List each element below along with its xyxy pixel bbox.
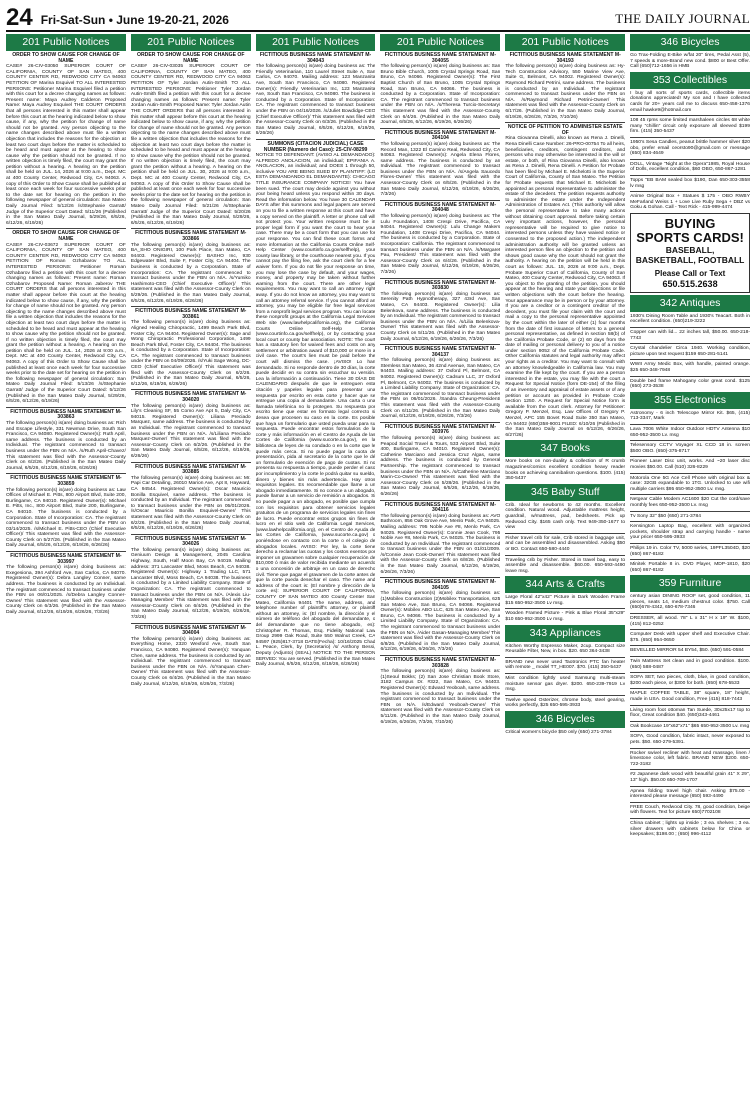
listing-title: FICTITIOUS BUSINESS NAME STATEMENT M-304137 bbox=[384, 346, 497, 358]
divider bbox=[505, 695, 625, 696]
newspaper-name: THE DAILY JOURNAL bbox=[615, 11, 750, 26]
listing-item: Motorola One 5G Ace Cell Phone with original box & case: 32GB expandable to 1TG. Unlocked to use wifi multiple carriers $95 650-952-3500 Lv. msg. bbox=[630, 475, 750, 492]
listing-item: Minitek Portable 8 in. DVD Player, MDP-1810, $20 (650) 867-8182 bbox=[630, 562, 750, 573]
listing-title: FICTITIOUS BUSINESS NAME STATEMENT M-303863 bbox=[10, 408, 122, 421]
section-header-appliances: 343 Appliances bbox=[505, 625, 625, 642]
listing-item: WWII Army Medic Box, with handle, painted orange. $25 650-348-7948 bbox=[630, 362, 750, 374]
column-5 bbox=[505, 34, 625, 1112]
ad-line: SPORTS CARDS! bbox=[636, 229, 744, 245]
divider bbox=[131, 389, 251, 390]
section-header-bicycles: 346 Bicycles bbox=[630, 34, 750, 51]
section-header-public-notices: 201 Public Notices bbox=[256, 34, 376, 51]
listing-body: The following person(s) is(are) doing business as: AVO Bathroom, 856 Oak Grove Ave, Menlo Park, CA 94025. Mailing address: 795 Noble Ave #8, Menlo Park, CA 94025. Registered Owner(s): Connie Jean Cook, 795 Noble Ave #8, Menlo Park, CA 94025. The business is conducted by an Individual. The registrant commenced to transact business under the FBN on 01/01/2009. /s/Connie Jean Cook-Owner/ This statement was filed with the Assessor-County Clerk on 6/8/26. (Published in the San Mateo Daily Journal, 6/12/26, 6/19/26, 6/26/26, 7/3/26) bbox=[380, 513, 501, 575]
columns bbox=[6, 34, 750, 1112]
divider bbox=[630, 376, 750, 377]
divider bbox=[630, 521, 750, 522]
listing-item bbox=[256, 53, 376, 137]
listing-title: FICTITIOUS BUSINESS NAME STATEMENT M-303830 bbox=[384, 279, 497, 292]
section-header-public-notices: 201 Public Notices bbox=[505, 34, 625, 51]
listing-item: Rocker swivel recliner with heat and massage, linen / limestone color, left fabric. BRAND NEW $200. 650-722-3182 bbox=[630, 750, 750, 767]
divider bbox=[6, 551, 126, 552]
classified-list bbox=[505, 595, 625, 622]
classified-list bbox=[630, 314, 750, 390]
divider bbox=[256, 139, 376, 140]
divider bbox=[630, 424, 750, 425]
listing-title: FICTITIOUS BUSINESS NAME STATEMENT M-304105 bbox=[384, 579, 497, 591]
divider bbox=[630, 543, 750, 544]
divider bbox=[630, 137, 750, 138]
listing-item bbox=[380, 131, 500, 198]
divider bbox=[380, 577, 500, 578]
listing-item bbox=[131, 231, 251, 304]
divider bbox=[131, 462, 251, 463]
listing-body: The following person(s) is(are) doing business as: (1)Mobilex Construction (2)Mobilex Transportation, 625 San Mateo Ave, San Bruno, CA 94066. Registered Owner(s): Mobilex ABO LLC, 625 San Mateo Ave, San Bruno, CA 94066. The business is conducted by a Limited Liability Company. State of Organization: CA. The registrant commenced to transact business under the FBN on N/A. /Aider Gasan-Managing Member/ This statement was filed with the Assessor-County Clerk on 6/8/26. (Published in the San Mateo Daily Journal, 6/12/26, 6/19/26, 6/26/26, 7/3/26) bbox=[380, 591, 501, 653]
section-header-books: 347 Books bbox=[505, 440, 625, 457]
listing-body: The following person(s) is(are) doing business as: (1)Seoul Bokks; (2) San Jose Christian Book Store, 3182 Campus Dr. #322, San Mateo, CA 94403. Registered Owner(s): Edward Yeoboah, same address. The business is conducted by an Individual. The registrant commenced to transact business under the FBN on N/A. /s/Edward Yeoboah-Owner/ This statement was filed with the Assessor-County Clerk on 5/11/26. (Published in the San Mateo Daily Journal, 6/19/26, 6/26/26, 7/3/26, 7/10/26) bbox=[380, 669, 501, 725]
listing-item: Apnea folding travel high chair. Asking $75.00 - interested please message (650) 593-4490 bbox=[630, 788, 750, 800]
listing-body: The following person(s) is(are) doing business as: Geniuum Design & Management, 2045 Carolina Highway, South, Half Moon Bay, CA 94019. Mailing address: 371 Lancaster Blvd, Moss Beach, CA 94038. Registered Owner(s): Highway 1 Trading LLC, 571 Lancaster Blvd, Moss Beach, CA 94038. The business is conducted by a Limited Liability Company. State of Organization: CA. The registrant commenced to transact business under the FBN on N/A. /Alexis Liu-Managing Member/ This statement was filed with the Assessor-County Clerk on 6/4/26. (Published in the San Mateo Daily Journal, 6/12/26, 6/19/26, 6/26/26, 7/3/26) bbox=[130, 547, 251, 620]
page-number: 24 bbox=[6, 4, 33, 31]
divider bbox=[630, 175, 750, 176]
divider bbox=[131, 534, 251, 535]
listing-item bbox=[6, 53, 126, 226]
listing-body: The following person(s) is(are) doing business as: The Record Man, 1322 El Camino Real, Redwood City, CA 94063. Registered Owner(s): Angela Elena Flores, same address. The business is conducted by an Individual. The registrant commenced to transact business under the FBN on N/A. /s/Angela Saucedo Flores-Owner/ This statement was filed with the Assessor-County Clerk on 6/5/26. (Published in the San Mateo Daily Journal, 6/12/26, 6/19/26, 6/26/26, 7/3/26) bbox=[380, 141, 501, 198]
divider bbox=[505, 608, 625, 609]
listing-title: FICTITIOUS BUSINESS NAME STATEMENT M-303885 bbox=[135, 463, 247, 476]
divider bbox=[380, 200, 500, 201]
column-2 bbox=[131, 34, 251, 1112]
listing-title: SUMMONS (CITACION JUDICIAL) CASE NUMBER (Numero del Caso): 25-CIV-08299 bbox=[263, 140, 368, 153]
listing-item: century asian DINING ROOF set, good condition, 11 pieces, seats 14, medium chestnut color. $750. Call (650)678-4342, 650-678-7346 bbox=[630, 594, 750, 611]
listing-body: The following person(s) is(are) doing business as: Serenity Path Hypnotherapy, 327 43rd Ave, San Mateo, CA 94403. Registered Owner(s): Lilia Belenkova, same address. The business is conducted by an Individual. The registrant commenced to transact business under the FBN on N/A. /s/Lilia Belenkova-Owner/ This statement was filed with the Assessor-County Clerk on 5/11/26. (Published in the San Mateo Daily Journal, 6/12/26, 6/19/26, 6/26/26, 7/3/26) bbox=[380, 291, 501, 342]
masthead bbox=[6, 4, 750, 32]
divider bbox=[380, 344, 500, 345]
section-header-arts-crafts: 344 Arts & Crafts bbox=[505, 576, 625, 593]
section-header-electronics: 355 Electronics bbox=[630, 392, 750, 409]
listing-item: FREE Couch, Redwood City. 78, good condition, beige with flowers. Text for picture 650)7702108 bbox=[630, 804, 750, 816]
divider bbox=[630, 456, 750, 457]
listing-title: FICTITIOUS BUSINESS NAME STATEMENT M-303828 bbox=[384, 656, 497, 669]
divider bbox=[380, 422, 500, 423]
divider bbox=[630, 494, 750, 495]
listing-item: SOFA SET, two pieces, cloth, blue, in good condition, $200 each piece, or $300 for both. (650) 678-5533 bbox=[630, 675, 750, 686]
listing-body: The following person(s) is(are) doing business as: San Bruno Bible Church, 1005 Crystal Springs Road, San Bruno, CA 94066. Registered Owner(s): The First Baptist Church of San Bruno, 1005 Crystal Springs Road, San Bruno, CA 94066. The business is conducted by a Corporation. State of Incorporation: CA. The registrant commenced to transact business under the FBN on N/A. /s/Theresa Turcio-Secretary/ This statement was filed with the Assessor-County Clerk on 6/4/26. (Published in the San Mateo Daily Journal, 6/5/26, 6/12/26, 6/19/26, 6/26/26) bbox=[380, 64, 501, 126]
divider bbox=[505, 533, 625, 534]
listing-title: FICTITIOUS BUSINESS NAME STATEMENT M-304004 bbox=[135, 624, 247, 637]
listing-item: Astronomy - 6 inch Telescope Mirror Kit. $65, (415) 713-3347, Mark bbox=[630, 410, 750, 422]
listing-item: MAPLE COFFEE TABLE, 38" square, 18" height, made in USA. Good condition, Free (415) 818-7443 bbox=[630, 691, 750, 702]
section-header-collectibles: 353 Collectibles bbox=[630, 72, 750, 89]
listing-body: The following person(s) is(are) doing business as: Rich and Escape Lifestyle, 331 Newman Drive, South San Francisco, CA 94080. Registered Owner(s): Ruth April, same address. The business is conducted by an Individual. The registrant commenced to transact business under the FBN on N/A. /s/Ruth April-Chavez/ This statement was filed with the Assessor-County Clerk on 6/2/26. (Published in the San Mateo Daily Journal, 6/5/26, 6/12/26, 6/19/26, 6/26/26) bbox=[6, 421, 126, 471]
column-1 bbox=[6, 34, 126, 1112]
classified-list bbox=[505, 644, 625, 709]
listing-item bbox=[505, 53, 625, 120]
notices-list bbox=[256, 53, 376, 668]
listing-item: SOFA, Good condition, fabric intact, never exposed to pets. $50. 650-279-5391. bbox=[630, 734, 750, 745]
section-header-public-notices: 201 Public Notices bbox=[380, 34, 500, 51]
section-header-public-notices: 201 Public Notices bbox=[6, 34, 126, 51]
ad-line: BUYING bbox=[664, 215, 716, 231]
listing-item: Anime Original Box + Statues $ 175 - OBO RWBY MeFarland Weiss 1 + Love Live Ruby Sega + DBZ vs Goku & Gohan. Call - Text Rick - 415-999-4474 bbox=[630, 194, 750, 211]
notices-list bbox=[131, 53, 251, 687]
listing-body: The following person(s) is(are) doing business as: Mr. Papi Car Detailing, 26010 Marion Ave, Apt 8, Hayward, CA 94544. Registered Owner(s): Oscar Mauricio Bonilla Esquivel, same address. The business is conducted by an Individual. The registrant commenced to transact business under the FBN on 05/01/2026. /s/Oscar Mauricio Bonilla Esquivel-Owner/ This statement was filed with the Assessor-County Clerk on 6/2/26. (Published in the San Mateo Daily Journal, 6/5/26, 6/12/26, 6/19/26, 6/26/26) bbox=[130, 475, 251, 532]
ad-line: BASEBALL, bbox=[665, 244, 715, 255]
listing-title: FICTITIOUS BUSINESS NAME STATEMENT M-304104 bbox=[384, 129, 497, 142]
divider bbox=[630, 688, 750, 689]
listing-body: The following person(s) is(are) doing business as: Aligned Healing Chiropractic, 1499 Beach Park Blvd, Foster City, CA 94404. Registered Owner(s): Sage and Wong Chiropractic Professional Corporation, 1499 Beach Park Blvd, Foster City, CA 94404. The business is conducted by a Corporation. State of Incorporation: CA. The registrant commenced to transact business under the FBN on 04/09/2026. /s/Yuki Sage Wong, DC-CEO (Chief Executive Officer)/ This statement was filed with the Assessor-County Clerk on 6/2/26. (Published in the San Mateo Daily Journal, 6/5/26, 6/12/26, 6/19/26, 6/26/26) bbox=[130, 320, 251, 387]
listing-item: BRAND new never used Taotronics PTC fan heater with remote _ model TT_HE007. $70. (415) 350-5437 bbox=[505, 659, 626, 671]
divider bbox=[630, 327, 750, 328]
divider bbox=[505, 122, 625, 123]
classified-list bbox=[505, 503, 625, 575]
divider bbox=[630, 731, 750, 732]
divider bbox=[630, 613, 750, 614]
listing-item bbox=[6, 410, 126, 472]
listing-item: 1930's Dining Room Table and 1930's Teacart. Both in excellent condition. (650)219-3222 bbox=[630, 313, 750, 325]
listing-item: Mint condition lightly used Samsung multi-steam moisture sensor gas dryer. $200. 650-239-7919 Lv msg. bbox=[505, 676, 626, 693]
divider bbox=[380, 278, 500, 279]
listing-body: NOTICE TO DEFENDANT: (AVISO AL DEMANDADO): ALFREDO ANOLACION, an individual; EPIFANIA A. ANOLACION, an individual; and DOES 1 through 50, inclusive YOU ARE BEING SUED BY PLAINTIFF: (LO ESTA DEMANDANDO EL DEMANDANTE): CHICAGO TITLE INSURANCE COMPANY NOTICE! You have been sued. The court may decide against you without your being heard unless you respond within 30 days. Read the information below. You have 30 CALENDAR DAYS after this summons and legal papers are served on you to file a written response at this court and have a copy served on the plaintiff. A letter or phone call will not protect you. Your written response must be in proper legal form if you want the court to hear your case. There may be a court form that you can use for your response. You can find these court forms and more information at the California Courts Online Self-Help Center (www.courtinfo.ca.gov/selfhelp), your county law library, or the courthouse nearest you. If you cannot pay the filing fee, ask the court clerk for a fee waiver form. If you do not file your response on time, you may lose the case by default, and your wages, money, and property may be taken without further warning from the court. There are other legal requirements. You may want to call an attorney right away. If you do not know an attorney, you may want to call an attorney referral service. If you cannot afford an attorney, you may be eligible for free legal services from a nonprofit legal services program. You can locate these nonprofit groups at the California Legal Services Web site (www.lawhelpcalifornia.org), the California Courts Online Self-Help Center (www.courtinfo.ca.gov/selfhelp), or by contacting your local court or county bar association. NOTE: The court has a statutory lien for waived fees and costs on any settlement or arbitration award of $10,000 or more in a civil case. The court's lien must be paid before the court will dismiss the case. ¡AVISO! Lo han demandado. Si no responde dentro de 30 días, la corte puede decidir en su contra sin escuchar su versión. Lea la información a continuación. Tiene 30 DÍAS DE CALENDARIO después de que le entreguen esta citación y papeles legales para presentar una respuesta por escrito en esta corte y hacer que se entregue una copia al demandante. Una carta o una llamada telefónica no lo protegen. Su respuesta por escrito tiene que estar en formato legal correcto si desea que procesen su caso en la corte. Es posible que haya un formulario que usted pueda usar para su respuesta. Puede encontrar estos formularios de la corte y más información en el Centro de Ayuda de las Cortes de California (www.sucorte.ca.gov), en la biblioteca de leyes de su condado o en la corte que le quede más cerca. Si no puede pagar la cuota de presentación, pida al secretario de la corte que le dé un formulario de exención de pago de cuotas. Si no presenta su respuesta a tiempo, puede perder el caso por incumplimiento y la corte le podrá quitar su sueldo, dinero y bienes sin más advertencia. Hay otros requisitos legales. Es recomendable que llame a un abogado inmediatamente. Si no conoce a un abogado, puede llamar a un servicio de remisión a abogados. Si no puede pagar a un abogado, es posible que cumpla con los requisitos para obtener servicios legales gratuitos de un programa de servicios legales sin fines de lucro. Puede encontrar estos grupos sin fines de lucro en el sitio web de California Legal Services, (www.lawhelpcalifornia.org), en el Centro de Ayuda de las Cortes de California, (www.sucorte.ca.gov) o poniéndose en contacto con la corte o el colegio de abogados locales. AVISO: Por ley, la corte tiene derecho a reclamar las cuotas y los costos exentos por imponer un gravamen sobre cualquier recuperación de $10,000 ó más de valor recibida mediante un acuerdo o una concesión de arbitraje en un caso de derecho civil. Tiene que pagar el gravamen de la corte antes de que la corte pueda desechar el caso. The name and address of the court is: (El nombre y dirección de la corte es): SUPERIOR COURT OF CALIFORNIA, COUNTY OF SAN MATEO 400 County Center San Mateo, California 94401 The name, address, and telephone number of plaintiff's attorney, or plaintiff without an attorney, is: (El nombre, la dirección y el número de teléfono del abogado del demandante, o del demandante que no tiene abogado, es): Christopher R. Thomas, Esq. Fidelity National Law Group 2999 Oak Road, Suite 550 Walnut Creek, CA 94597 (925)817-3718 DATE(Fecha): 10/16/2025 Chad L. Peace, Clerk, by (Secretario) /s/ Anthony Bessi, Deputy (Adjunto) (SEAL) NOTICE TO THE PERSON SERVED: You are served. (Published in the San Mateo Daily Journal, 6/5/26, 6/12/26, 6/19/26, 6/26/26) bbox=[255, 153, 376, 668]
listing-item: Living room foot ottoman Tan Suede, 30x25x17 top to floor, Great condition $40. (650)343-4461 bbox=[630, 707, 750, 719]
listing-item: Kitchen Worthy Espresso Maker, 2cup. Compact size Reusable Filter, New, in box. $20. 650 364-3438 bbox=[505, 643, 626, 655]
divider bbox=[630, 645, 750, 646]
listing-title: ORDER TO SHOW CAUSE FOR CHANGE OF NAME bbox=[12, 230, 120, 242]
ad-line: Please Call or Text bbox=[654, 268, 726, 278]
section-header-bicycles: 346 Bicycles bbox=[505, 711, 625, 728]
listing-item: Fisher travel crib for sale, Crib stored in baggage unit, and can be assembled and disassembled. Asking $50 or BO. Contact 650-580-4440 bbox=[505, 535, 626, 552]
classified-list bbox=[630, 53, 750, 70]
divider bbox=[630, 511, 750, 512]
listing-item: Traveling crib by Fisher. Stored in travel bag, easy to assemble and disassemble. $60.00. 650-593-4490 leave msg. bbox=[505, 557, 626, 574]
classified-list bbox=[630, 411, 750, 573]
classified-list bbox=[505, 730, 625, 736]
listing-item bbox=[380, 53, 500, 126]
notices-list bbox=[6, 53, 126, 616]
listing-body: The following person(s) is(are) doing business as: Hy-Tech Construction Advisory, 550 Marine View Ave, Suite G, Belmont, CA 94002. Registered Owner(s): Raymond Richard Petrini, same address. The business is conducted by an Individual. The registrant commenced to transact business under the FBN on N/A. /s/Raymond Richard Petrini-Owner/ This statement was filed with the Assessor-County Clerk on 6/17/26. (Published in the San Mateo Daily Journal, 6/19/26, 6/26/26, 7/3/26, 7/10/26) bbox=[505, 64, 626, 120]
divider bbox=[131, 306, 251, 307]
listing-title: FICTITIOUS BUSINESS NAME STATEMENT M-304055 bbox=[384, 52, 497, 64]
classified-list bbox=[630, 594, 750, 837]
issue-date: Fri-Sat-Sun • June 19-20-21, 2026 bbox=[40, 13, 229, 27]
listing-body: The following person(s) is(are) doing business as: Stemless San Mateo, 36 42nd Avenue, San Mateo, CA 94403. Mailing address: 37 Oxford Pl, Belmont, CA 94002. Registered Owner(s): Cadsum LLC, 37 Oxford Pl, Belmont, CA 94002. The business is conducted by a Limited Liability Company. State of Organization: CA. The registrant commenced to transact business under the FBN on 06/01/2026. /Sandra Cheung-President/ This statement was filed with the Assessor-County Clerk on 6/11/26. (Published in the San Mateo Daily Journal, 6/12/26, 6/19/26, 6/26/26, 7/3/26) bbox=[380, 358, 501, 420]
listing-item: More books on non-duality & collection of R crumb magazines/comics excellent condition heavy reader books on achieving cannibalism questions. $100. (415) 350-5437 bbox=[505, 459, 626, 482]
listing-item: Computer Desk with upper shelf and Executive Chair. $75. (650) 954-0650 bbox=[630, 632, 750, 643]
section-header-public-notices: 201 Public Notices bbox=[131, 34, 251, 51]
divider bbox=[630, 191, 750, 192]
listing-item: China cabinet ; lights up inside ; 3 ea. shelves ; 3 ea. silver drawers with cabinets below for China or keepsakes; $198.00 ; (650) 996-4112 bbox=[630, 820, 750, 838]
listing-title: FICTITIOUS BUSINESS NAME STATEMENT M-303866 bbox=[135, 230, 247, 242]
section-header-baby-stuff: 345 Baby Stuff bbox=[505, 484, 625, 501]
listing-item: Large Floral 42"x42" Picture in Dark Wooden Frame $15 650-952-3500 Lv msg. bbox=[505, 595, 626, 606]
listing-item: Kensington Laptop Bag, excellent with organized pockets, shoulder strap and carrying handle - name your price! 650-595-3933 bbox=[630, 524, 750, 541]
divider bbox=[505, 657, 625, 658]
listing-item: Telesensory CCTV Voyager XL CCD 18 in. screen $500 OBO. (650)-375-8717 bbox=[630, 443, 750, 454]
divider bbox=[505, 555, 625, 556]
divider bbox=[630, 440, 750, 441]
classified-list bbox=[630, 91, 750, 211]
listing-item: Lava 7006 White Indoor Outdoor HDTV Antenna $10 650-952-3500 Lv. msg bbox=[630, 427, 750, 438]
sports-cards-ad bbox=[630, 213, 750, 293]
listing-title: FICTITIOUS BUSINESS NAME STATEMENT M-304048 bbox=[384, 201, 497, 214]
listing-item bbox=[131, 392, 251, 459]
listing-item bbox=[380, 503, 500, 576]
listing-item bbox=[6, 554, 126, 616]
listing-item bbox=[380, 658, 500, 725]
listing-item: Twelve speed Osterizer, chrome body, steel gearing, works perfectly, $25 650-595-3933 bbox=[505, 697, 626, 709]
listing-item bbox=[256, 142, 376, 668]
divider bbox=[630, 786, 750, 787]
listing-body: The following person(s) is(are) doing business as: Lily's Cleaning SF, 55 Como Ave Apt 5, Daly City, CA 94015. Registered Owner(s): Liliana Preciado Marquez, same address. The business is conducted by an Individual. The registrant commenced to transact business under the FBN on N/A. /s/Liliana Preciado Marquez-Owner/ This statement was filed with the Assessor-County Clerk on 6/2/26. (Published in the San Mateo Daily Journal, 6/5/26, 6/12/26, 6/19/26, 6/26/26) bbox=[130, 403, 251, 459]
listing-item bbox=[505, 125, 625, 438]
listing-item: Wooden Framed Picture - Pink & Blue Floral 35"x29" $10 650-952-3500 Lv msg. bbox=[505, 611, 626, 623]
listing-title: FICTITIOUS BUSINESS NAME STATEMENT M-303859 bbox=[10, 475, 122, 487]
listing-title: ORDER TO SHOW CAUSE FOR CHANGE OF NAME bbox=[12, 52, 120, 64]
divider bbox=[630, 559, 750, 560]
listing-item bbox=[131, 53, 251, 226]
divider bbox=[505, 673, 625, 674]
listing-item: DRESSER, all wood. 78" L x 31" H x 19" W. $100, (415) 812-0252 bbox=[630, 616, 750, 627]
listing-body: The following person(s) is(are) doing business as: The Lulu Foundation, 1408 Crespi Drive, Pacifica, CA 94044. Registered Owner(s): Lulu Change Makers Foundation, 1408 Crespi Drive, Pacifica, CA 94044. The business is conducted by a Corporation. State of Incorporation: California. The registrant commenced to transact business under the FBN on N/A. /s/Margaret Pau, President/ This statement was filed with the Assessor-County Clerk on 6/4/26. (Published in the San Mateo Daily Journal, 6/12/26, 6/19/26, 6/26/26, 7/3/26) bbox=[380, 214, 501, 275]
listing-body: Rina Giovanna Dinelli, also known as Rena J. Dinelli, Rena Dinelli Case Number: 26-PRO-00754 To all heirs, beneficiaries, creditors, contingent creditors, and persons who may otherwise be interested in the will or estate, or both, of Rina Giovanna Dinelli, also known as Rena J. Dinelli, Rena Dinelli. A Petition for Probate has been filed by Michael E. Michelotti in the Superior Court of California, County of San Mateo. The Petition for Probate requests that Michael E. Michelotti be appointed as personal representative to administer the estate of the decedent. The petition requests authority to administer the estate under the Independent Administration of Estates Act. (This authority will allow the personal representative to take many actions without obtaining court approval. Before taking certain very important actions, however, the personal representative will be required to give notice to interested persons unless they have waived notice or consented to the proposed action.) The independent administration authority will be granted unless an interested person files an objection to the petition and shows good cause why the court should not grant the authority. A hearing on the petition will be held in this court as follows: JUL. 15, 2026 at 9:00 a.m., Dept. Probate Superior Court of California, County of San Mateo, 400 County Center, Redwood City, CA 94063. If you object to the granting of the petition, you should appear at the hearing and state your objections or file written objections with the court before the hearing. Your appearance may be in person or by your attorney. If you are a creditor or a contingent creditor of the decedent, you must file your claim with the court and mail a copy to the personal representative appointed by the court within the later of either (1) four months from the date of first issuance of letters to a general personal representative, as defined in section 58(b) of the California Probate Code, or (2) 60 days from the date of mailing or personal delivery to you of a notice under section 9052 of the California Probate Code. Other California statutes and legal authority may affect your rights as a creditor. You may want to consult with an attorney knowledgeable in California law. You may examine the file kept by the court. If you are a person interested in the estate, you may file with the court a Request for Special Notice (form DE-154) of the filing of an inventory and appraisal of estate assets or of any petition or account as provided in Probate Code section 1250. A Request for Special Notice form is available from the court clerk. Attorney for Petitioner: Gregory P. Menzel, Esq. Law Offices of Gregory P. Menzel, APC 155 Bovet Road Suite 350 San Mateo, CA 94402 (650)358-9001 FILED: 6/10/26 (Published in the San Mateo Daily Journal on 6/12/26, 6/26/26, 6/27/26) bbox=[505, 136, 626, 438]
notices-list bbox=[380, 53, 500, 725]
listing-item bbox=[131, 626, 251, 688]
listing-item bbox=[131, 465, 251, 532]
listing-item: Pioneer Laser Disc unit, works. And ~20 laser disc movies $50.00. Call (510) 326-8229 bbox=[630, 459, 750, 470]
divider bbox=[6, 473, 126, 474]
listing-item: Double bed frame Mahogany color great cond. $125 (650) 273-3538 bbox=[630, 378, 750, 390]
listing-item: Netgear Cable Modem AC1600 $20 Cut the cord/save monthly fees 650-952-3500 Lv. msg bbox=[630, 497, 750, 508]
listing-title: FICTITIOUS BUSINESS NAME STATEMENT M-304043 bbox=[259, 52, 372, 64]
ad-phone: 650.515.2638 bbox=[662, 278, 718, 289]
listing-title: FICTITIOUS BUSINESS NAME STATEMENT M-304193 bbox=[509, 52, 621, 64]
listing-item: Topps "EB BAM sealed box $190, Dan 650-303-3558 lv msg bbox=[630, 177, 750, 189]
listing-item: Tv Sony 32" $50 (650) 271-3784 bbox=[630, 513, 701, 519]
listing-item bbox=[380, 425, 500, 498]
classified-list bbox=[505, 459, 625, 481]
listing-item bbox=[131, 537, 251, 621]
listing-item: Go Trax-Folding E-Bike w/fat 20" tires, Pedal Asst (5), 7 speeds & more-Brand new cond. $800 or Best Offer. Call (650)712-1656 in HMB bbox=[630, 53, 750, 70]
ad-line: BASKETBALL, FOOTBALL bbox=[635, 254, 745, 265]
listing-body: The following person(s) is(are) doing business as: Everything Home, 2320 Wexford Ave, South San Francisco, CA 94080. Registered Owner(s): Yanquan Chen, same address. The business is conducted by an Individual. The registrant commenced to transact business under the FBN on N/A. /s/Yanquan Chen-Owner/ This statement was filed with the Assessor-County Clerk on 6/4/26. (Published in the San Mateo Daily Journal, 6/12/26, 6/19/26, 6/26/26, 7/3/26) bbox=[130, 636, 251, 687]
divider bbox=[6, 228, 126, 229]
divider bbox=[630, 705, 750, 706]
listing-title: FICTITIOUS BUSINESS NAME STATEMENT M-304116 bbox=[384, 501, 497, 514]
divider bbox=[630, 769, 750, 770]
divider bbox=[630, 115, 750, 116]
listing-item bbox=[380, 580, 500, 653]
column-4 bbox=[380, 34, 500, 1112]
listing-body: The following person(s) is(are) doing business as: Law Offices of Michael E. Pitts, 800 Airport Blvd, Suite 200, Burlingame, CA 94010. Registered Owner(s): Michael E. Pitts, Inc., 800 Airport Blvd, Suite 200, Burlingame, CA 94010. The business is conducted by a Corporation. State of Incorporation: CA. The registrant commenced to transact business under the FBN on 03/14/2025. /s/Michael E. Pitts-CEO (Chief Executive Officer)/ This statement was filed with the Assessor-County Clerk on 5/27/26. (Published in the San Mateo Daily Journal, 6/5/26, 6/12/26, 6/19/26, 6/26/26) bbox=[6, 487, 126, 549]
divider bbox=[630, 629, 750, 630]
divider bbox=[380, 500, 500, 501]
divider bbox=[630, 672, 750, 673]
listing-item: BEVELLED MIRROR 54 BY54, $50. (650) 591-0584 bbox=[630, 648, 744, 654]
listing-title: NOTICE OF PETITION TO ADMINISTER ESTATE OF bbox=[507, 124, 623, 136]
listing-item: I buy all sorts of sports cards, collectible items donations appreciated! My son and I have collected cards for 20+ years call me to discuss 650-458-1376 email hawke9@hotmail.com bbox=[630, 90, 750, 113]
listing-item bbox=[131, 309, 251, 387]
divider bbox=[131, 623, 251, 624]
divider bbox=[630, 359, 750, 360]
listing-item bbox=[380, 203, 500, 276]
listing-item: Oak Bookcase 19"x62"x71" $65 650-952-3500 Lv. msg bbox=[630, 723, 750, 729]
listing-item bbox=[380, 281, 500, 343]
listing-body: CASE# 26-CIV-03672 SUPERIOR COURT OF CALIFORNIA, COUNTY OF SAN MATEO, 400 COUNTY CENTER RD, REDWOOD CITY CA 94063 PETITION OF Roman Ozhabarov TO ALL INTERESTED PERSONS: Petitioner Roman Ozhabarov filed a petition with this court for a decree changing names as follows: Present name: Roman Ozhabarov Proposed Name: Roman Jaberov THE COURT ORDERS that all persons interested in this matter shall appear before this court at the hearing indicated below to show cause, if any, why the petition for change of name should not be granted. Any person objecting to the name changes described above must file a written objection that includes the reasons for the objection at least two court days before the matter is scheduled to be heard and must appear at the hearing to show cause why the petition should not be granted. If no written objection is timely filed, the court may grant the petition without a hearing. A hearing on the petition shall be held on JUL. 14, 2026 at 9:00 a.m., Dept. MC at 400 County Center, Redwood City, CA 94063. A copy of this Order to Show Cause shall be published at least once each week for four successive weeks prior to the date set for hearing on the petition in the following newspaper of general circulation: San Mateo Daily Journal Filed: 5/13/26 /s/Stephanie Garratt/ Judge of the Superior Court Dated: 5/12/26 (Published in the San Mateo Daily Journal, 5/29/26, 6/5/26, 6/12/26, 6/19/26) bbox=[6, 242, 126, 405]
listing-item: Critical women's bicycle $50 only (650) 271-3784 bbox=[505, 730, 612, 735]
divider bbox=[630, 159, 750, 160]
listing-body: The following person(s) is(are) doing business as: BA_SHO ONIGIRI, 100 Park Place, San Mateo, CA 94403. Registered Owner(s): BASHO Inc, 930 Edgewater Blvd, Suite F, Foster City, CA 94404. The business is conducted by a Corporation. State of Incorporation: CA. The registrant commenced to transact business under the FBN on N/A. /s/Yumiko Hashimoto-CEO (Chief Executive Officer)/ This statement was filed with the Assessor-County Clerk on 5/29/26. (Published in the San Mateo Daily Journal, 6/5/26, 6/12/26, 6/19/26, 6/26/26) bbox=[130, 242, 251, 304]
divider bbox=[131, 228, 251, 229]
listing-item: Philips 19 in. Color TV, 5000 series, 19PFL3504D, $20 (650) 867-8182 bbox=[630, 545, 750, 557]
column-3 bbox=[256, 34, 376, 1112]
divider bbox=[630, 473, 750, 474]
listing-title: ORDER TO SHOW CAUSE FOR CHANGE OF NAME bbox=[137, 52, 245, 64]
notices-list bbox=[505, 53, 625, 438]
divider bbox=[630, 343, 750, 344]
column-6 bbox=[630, 34, 750, 1112]
divider bbox=[6, 407, 126, 408]
listing-title: FICTITIOUS BUSINESS NAME STATEMENT M-304026 bbox=[135, 535, 247, 548]
listing-title: FICTITIOUS BUSINESS NAME STATEMENT M-303976 bbox=[384, 423, 497, 436]
listing-item bbox=[6, 231, 126, 404]
listing-body: The following person(s) is(are) doing business as: Peapod Social Travel & Tours, 533 Airport Blvd, Suite 400, Burlingame, CA 94010. Registered Owner(s): Catherine Marciano and Jessica Cruz Algas, same address. The business is conducted by General Partnership. The registrant commenced to transact business under the FBN on N/A. /s/Catherine Marciano Marin-Co-Owner/ This statement was filed with the Assessor-County Clerk on 5/28/26. (Published in the San Mateo Daily Journal, 6/5/26, 6/12/26, 6/19/26, 6/26/26) bbox=[380, 436, 501, 497]
listing-title: FICTITIOUS BUSINESS NAME STATEMENT M-303997 bbox=[10, 553, 122, 565]
listing-title: FICTITIOUS BUSINESS NAME STATEMENT M-303861 bbox=[135, 308, 247, 320]
listing-item: Copper can with lid... 22 inches tall, $50.00. 650-218-7743 bbox=[630, 330, 750, 341]
listing-item: 108 45 rpms some limited marshaleen circles 68 white many "chillin" circuit only exposure all sleeved $199 firm. (415) 350-5437 bbox=[630, 118, 750, 135]
section-header-furniture: 359 Furniture bbox=[630, 575, 750, 592]
listing-item: Crib. Ideal for newborns to 42 months. Excellent condition. Natural wood. Adjustable mattress height, guardrail, w/mattress, pad, bedsheets. Pick up Redwood City. $165 cash only. Text 949-350-1677 to view bbox=[505, 502, 626, 531]
divider bbox=[380, 128, 500, 129]
listing-body: CASE# 26-CIV-03050 SUPERIOR COURT OF CALIFORNIA, COUNTY OF SAN MATEO, 400 COUNTY CENTER RD, REDWOOD CITY CA 94063 PETITION OF Marina Esquivel TO ALL INTERESTED PERSONS: Petitioner Marina Esquivel filed a petition with this court for a decree changing names as follows: Present name: Maya Audrey Calderon Proposed Name: Maya Audrey Esquivel THE COURT ORDERS that all persons interested in this matter shall appear before this court at the hearing indicated below to show cause, if any, why the petition for change of name should not be granted. Any person objecting to the name changes described above must file a written objection that includes the reasons for the objection at least two court days before the matter is scheduled to be heard and must appear at the hearing to show cause why the petition should not be granted. If no written objection is timely filed, the court may grant the petition without a hearing. A hearing on the petition shall be held on JUL. 14, 2026 at 9:00 a.m., Dept. MC at 400 County Center, Redwood City, CA 94063. A copy of this Order to Show Cause shall be published at least once each week for four successive weeks prior to the date set for hearing on the petition in the following newspaper of general circulation: San Mateo Daily Journal Filed: 5/12/26 /s/Stephanie Garratt/ Judge of the Superior Court Dated: 5/11/26 (Published in the San Mateo Daily Journal, 5/29/26, 6/5/26, 6/12/26, 6/19/26) bbox=[6, 64, 126, 226]
listing-item bbox=[380, 347, 500, 420]
listing-item bbox=[6, 476, 126, 549]
divider bbox=[380, 655, 500, 656]
divider bbox=[630, 802, 750, 803]
listing-body: The following person(s) is(are) doing business as: Exegesiona, 394 Ashford Ave, San Carlos, CA 94070. Registered Owner(s): Debra Langley Conner, same address. The business is conducted by an Individual. The registrant commenced to transact business under the FBN on 06/01/2025. /s/Debra Langley Conner-Owner/ This statement was filed with the Assessor-County Clerk on 6/3/26. (Published in the San Mateo Daily Journal, 6/12/26, 6/19/26, 6/26/26, 7/3/26) bbox=[6, 565, 126, 615]
divider bbox=[630, 748, 750, 749]
section-header-antiques: 342 Antiques bbox=[630, 295, 750, 312]
listing-body: CASE# 26-CIV-03035 SUPERIOR COURT OF CALIFORNIA, COUNTY OF SAN MATEO, 400 COUNTY CENTER RD, REDWOOD CITY CA 94063 PETITION OF Tyler Jordan Autin-Smith TO ALL INTERESTED PERSONS: Petitioner Tyler Jordan Autin-Smith filed a petition with this court for a decree changing names as follows: Present name: Tyler Jordan Autin-Smith Proposed Name: Tyler Jordan Autin THE COURT ORDERS that all persons interested in this matter shall appear before this court at the hearing indicated below to show cause, if any, why the petition for change of name should not be granted. Any person objecting to the name changes described above must file a written objection that includes the reasons for the objection at least two court days before the matter is scheduled to be heard and must appear at the hearing to show cause why the petition should not be granted. If no written objection is timely filed, the court may grant the petition without a hearing. A hearing on the petition shall be held on JUL. 30, 2026 at 9:00 a.m., Dept. MC at 400 County Center, Redwood City, CA 94063. A copy of this Order to Show Cause shall be published at least once each week for four successive weeks prior to the date set for hearing on the petition in the following newspaper of general circulation: San Mateo Daily Journal Filed: 5/21/26 /s/Stephanie Garratt/ Judge of the Superior Court Dated: 5/20/26 (Published in the San Mateo Daily Journal, 5/29/26, 6/5/26, 6/12/26, 6/19/26) bbox=[130, 64, 251, 226]
listing-item: 1950's Sesa Candles, peanut brittle hammer silver $20 obo, prefer email ceorsto90@gmail.com or message (650) 834-4649 bbox=[630, 139, 750, 157]
divider bbox=[630, 721, 750, 722]
listing-title: FICTITIOUS BUSINESS NAME STATEMENT M-304020 bbox=[135, 391, 247, 404]
divider bbox=[630, 818, 750, 819]
listing-item: Crystal chandelier Circa 1940. Working condition, picture upon text request $159 650-281-5141 bbox=[630, 346, 750, 357]
listing-item: Twin Mattress Set clean and in good condition. $100.(650) 588-0487 bbox=[630, 659, 750, 670]
divider bbox=[630, 656, 750, 657]
listing-item: #2 Japanese dark wood with beautiful grain 41" X 29", 13" high. $50.00 650-709-1707 bbox=[630, 772, 750, 783]
listing-body: The following person(s) is(are) doing business as: The Friendly Veterinarian, 110 Laurel Street Suite A, San Carlos, CA 94070. Mailing address: 123 Manzanita Ave, South San Francisco, CA 94080. Registered Owner(s): Friendly Veterinarian Inc, 123 Manzanita Ave, South San Francisco, CA 94080. The business is conducted by a Corporation. State of Incorporation: CA. The registrant commenced to transact business under the FBN on 04/16/2026. /s/Juliet Bowdidge-CEO (Chief Executive Officer)/ This statement was filed with the Assessor-County Clerk on 6/3/26. (Published in the San Mateo Daily Journal, 6/5/26, 6/12/26, 6/19/26, 6/26/26) bbox=[255, 64, 376, 137]
listing-item: DOLL, Vintage "Night at the Opera"1985, Royal House of Dolls, excellent condition, $60 OBO, 650-867-1281 bbox=[630, 161, 750, 173]
